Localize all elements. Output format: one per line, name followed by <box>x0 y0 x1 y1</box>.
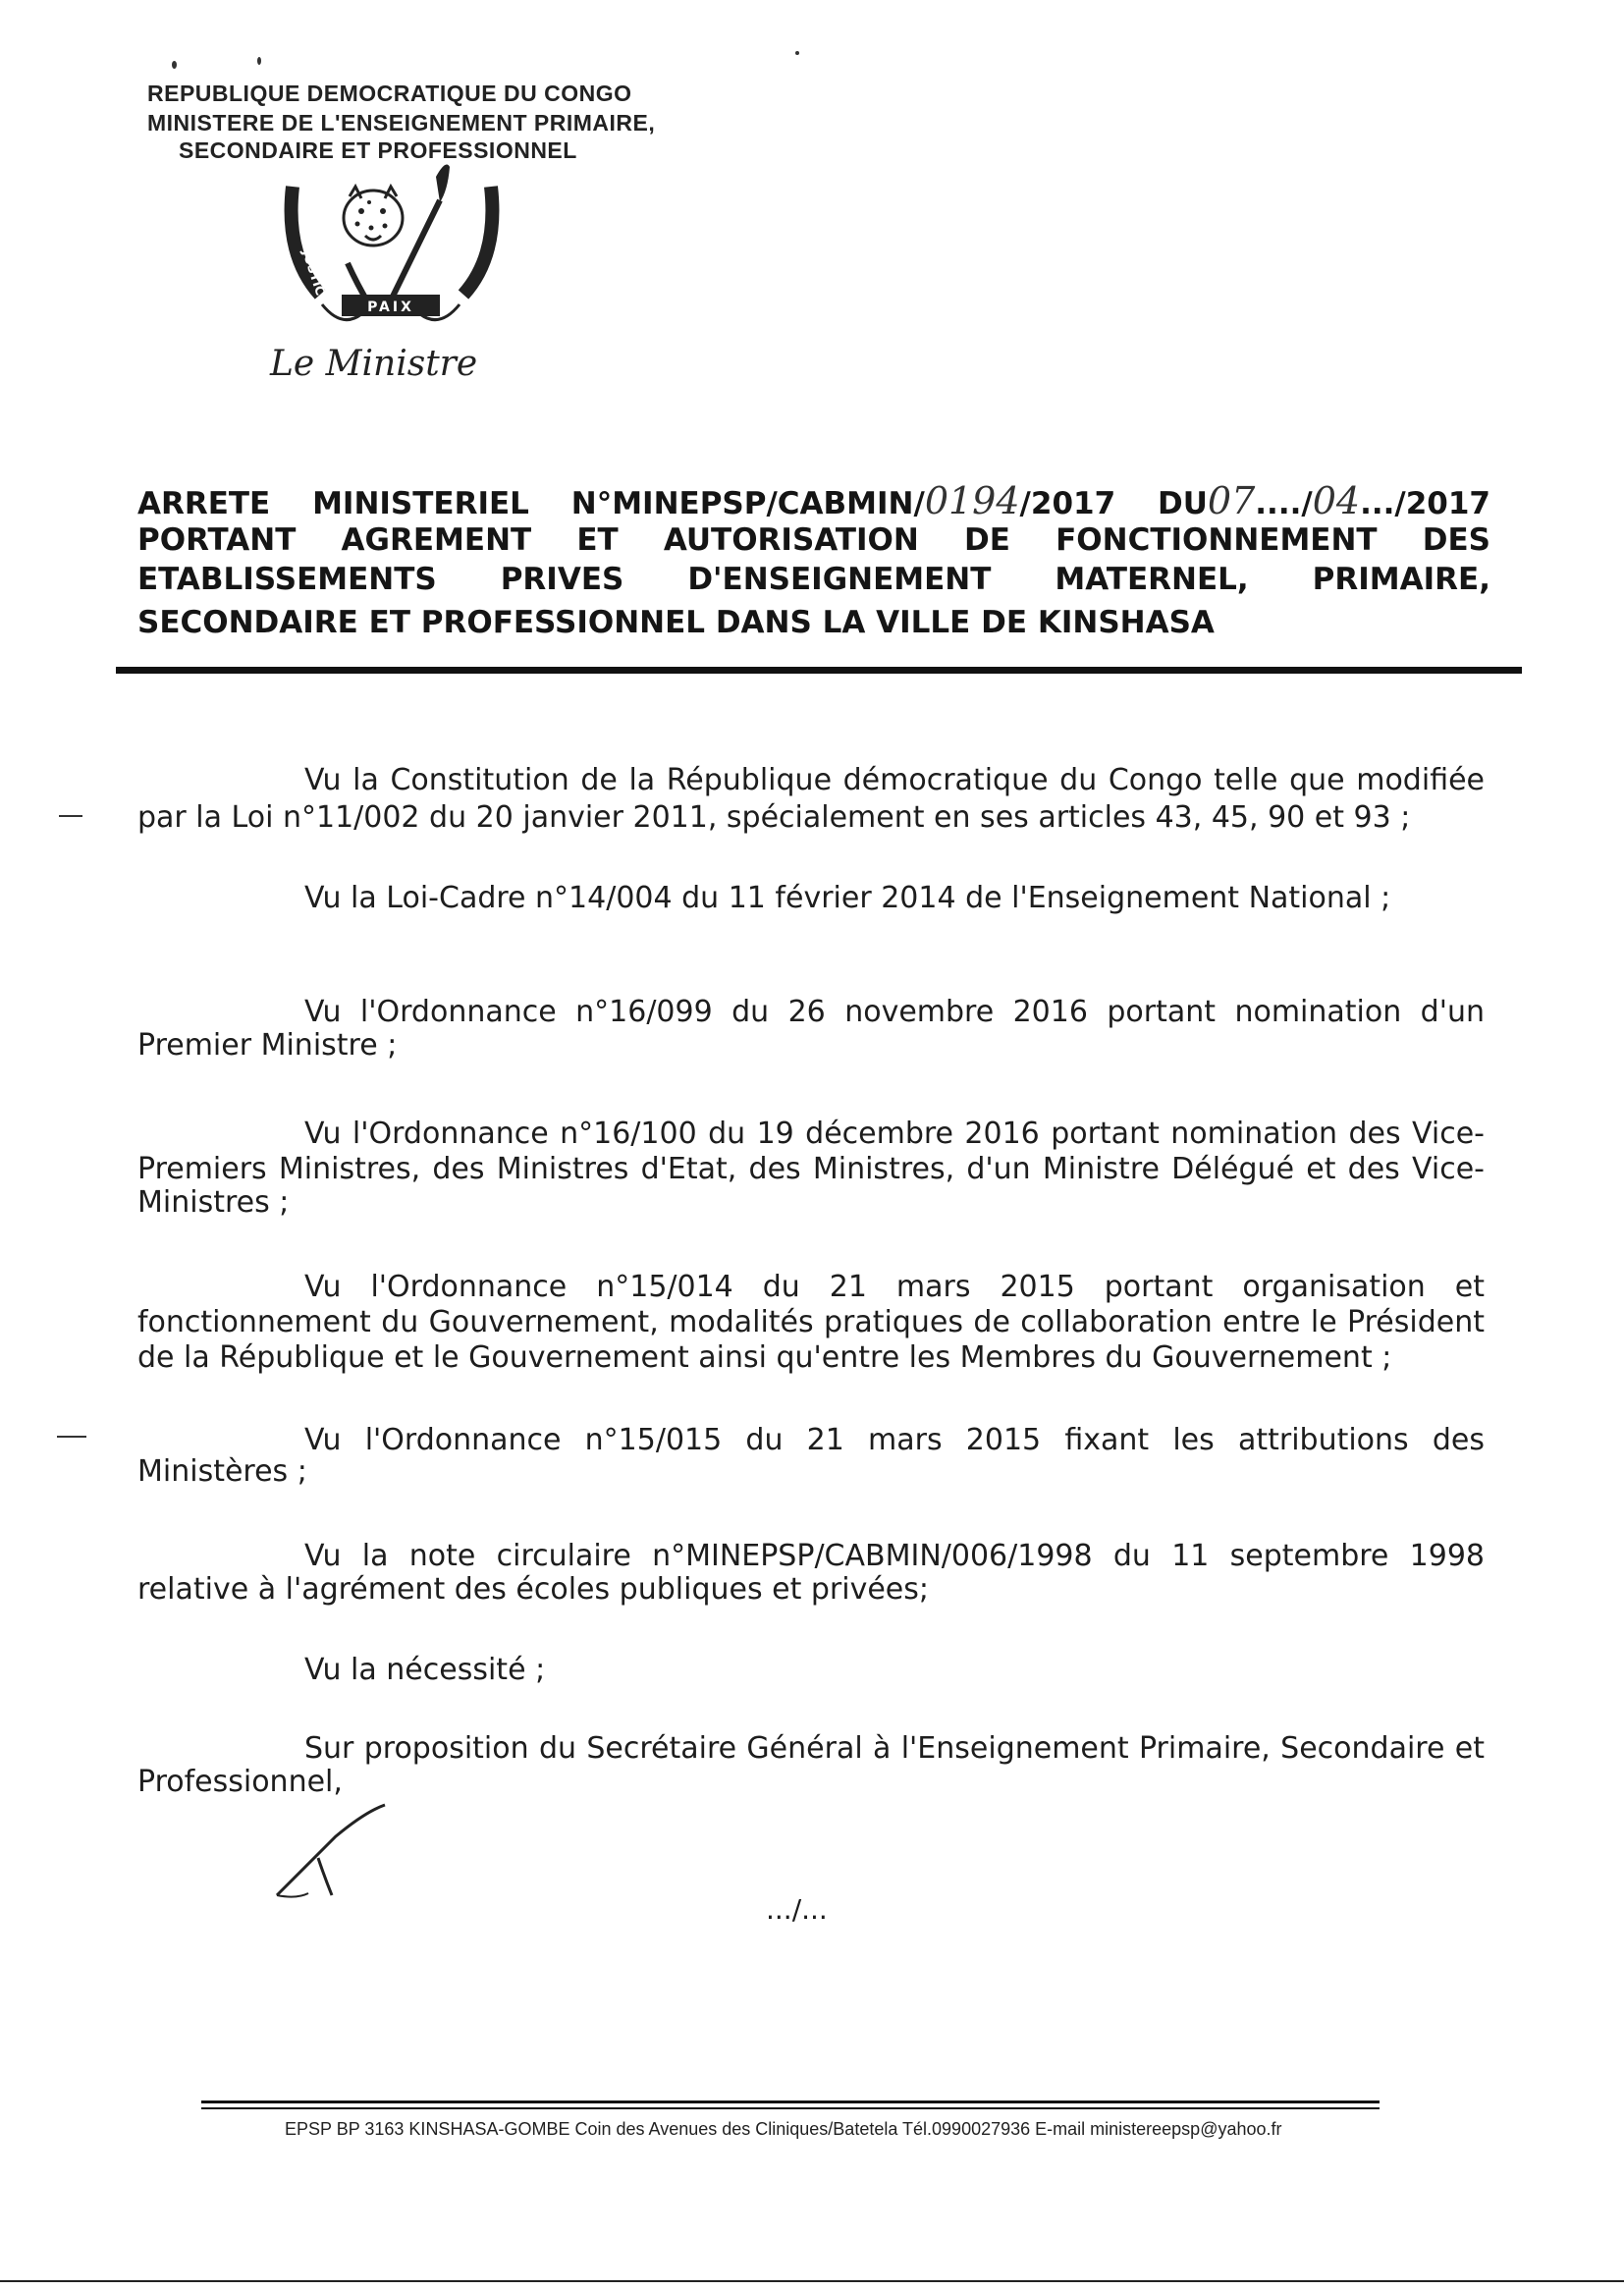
paragraph-line: Vu l'Ordonnance n°15/014 du 21 mars 2015 portant organisation et <box>304 1270 1485 1304</box>
title-divider <box>116 667 1522 674</box>
paragraph-line: fonctionnement du Gouvernement, modalités pratiques de collaboration entre le Président <box>137 1305 1485 1339</box>
scan-speck <box>257 57 261 65</box>
letterhead-ministry-cont: SECONDAIRE ET PROFESSIONNEL <box>179 137 577 163</box>
paragraph-line: Sur proposition du Secrétaire Général à l'Enseignement Primaire, Secondaire et <box>304 1731 1485 1766</box>
leopard-head-icon <box>344 187 403 245</box>
scan-speck <box>172 61 177 69</box>
emblem-banner-left: JUSTICE <box>298 247 331 306</box>
decree-year: /2017 DU <box>1019 486 1208 521</box>
decree-title-line1: ARRETE MINISTERIEL N°MINEPSP/CABMIN/0194/2017 DU07..../04.../2017 <box>137 479 1490 522</box>
decree-title-line4: SECONDAIRE ET PROFESSIONNEL DANS LA VILLE DE KINSHASA <box>137 605 1215 640</box>
decree-title-line3: ETABLISSEMENTS PRIVES D'ENSEIGNEMENT MATERNEL, PRIMAIRE, <box>137 562 1490 597</box>
paragraph-line: Vu l'Ordonnance n°16/100 du 19 décembre 2016 portant nomination des Vice- <box>304 1117 1485 1151</box>
paragraph-line: Ministres ; <box>137 1185 290 1220</box>
paragraph-line: Vu la nécessité ; <box>304 1653 546 1687</box>
decree-number-prefix: ARRETE MINISTERIEL N°MINEPSP/CABMIN/ <box>137 486 925 521</box>
coat-of-arms-emblem <box>263 157 518 354</box>
handwritten-month: 04 <box>1312 479 1361 522</box>
handwritten-decree-number: 0194 <box>924 479 1020 522</box>
scan-speck <box>59 815 82 817</box>
footer-rule <box>201 2107 1380 2109</box>
decree-title-line2: PORTANT AGREMENT ET AUTORISATION DE FONCTIONNEMENT DES <box>137 522 1490 558</box>
paragraph-line: Vu la Constitution de la République démocratique du Congo telle que modifiée <box>304 763 1485 797</box>
letterhead-country: REPUBLIQUE DEMOCRATIQUE DU CONGO <box>147 81 632 106</box>
paragraph-line: Vu la Loi-Cadre n°14/004 du 11 février 2014 de l'Enseignement National ; <box>304 881 1391 915</box>
paragraph-line: Vu la note circulaire n°MINEPSP/CABMIN/006/1998 du 11 septembre 1998 <box>304 1539 1485 1573</box>
paragraph-line: Premiers Ministres, des Ministres d'Etat, des Ministres, d'un Ministre Délégué et des Vice- <box>137 1152 1485 1186</box>
footer-address: EPSP BP 3163 KINSHASA-GOMBE Coin des Avenues des Cliniques/Batetela Tél.0990027936 E-mail ministereepsp@yahoo.fr <box>285 2119 1282 2139</box>
emblem-banner-center: PAIX <box>367 300 414 315</box>
handwritten-day: 07 <box>1207 479 1256 522</box>
paragraph-line: Vu l'Ordonnance n°16/099 du 26 novembre 2016 portant nomination d'un <box>304 995 1485 1029</box>
scan-speck <box>57 1436 86 1438</box>
paragraph-line: de la République et le Gouvernement ainsi qu'entre les Membres du Gouvernement ; <box>137 1340 1392 1375</box>
paragraph-line: relative à l'agrément des écoles publiques et privées; <box>137 1572 930 1607</box>
decree-date-year: 2017 <box>1405 486 1490 521</box>
page-bottom-edge <box>0 2280 1624 2282</box>
paraph-signature <box>267 1797 405 1905</box>
letterhead-ministry: MINISTERE DE L'ENSEIGNEMENT PRIMAIRE, <box>147 110 656 136</box>
paragraph-line: Ministères ; <box>137 1454 307 1489</box>
footer-rule <box>201 2100 1380 2103</box>
paragraph-line: par la Loi n°11/002 du 20 janvier 2011, spécialement en ses articles 43, 45, 90 et 93 ; <box>137 800 1411 835</box>
page-continuation: .../... <box>766 1893 828 1926</box>
paragraph-line: Premier Ministre ; <box>137 1028 398 1063</box>
signatory-title: Le Ministre <box>270 344 478 384</box>
emblem-banner-right: TRAVAIL <box>419 228 453 291</box>
scan-speck <box>795 51 799 55</box>
paragraph-line: Vu l'Ordonnance n°15/015 du 21 mars 2015 fixant les attributions des <box>304 1423 1485 1457</box>
paragraph-line: Professionnel, <box>137 1765 343 1799</box>
